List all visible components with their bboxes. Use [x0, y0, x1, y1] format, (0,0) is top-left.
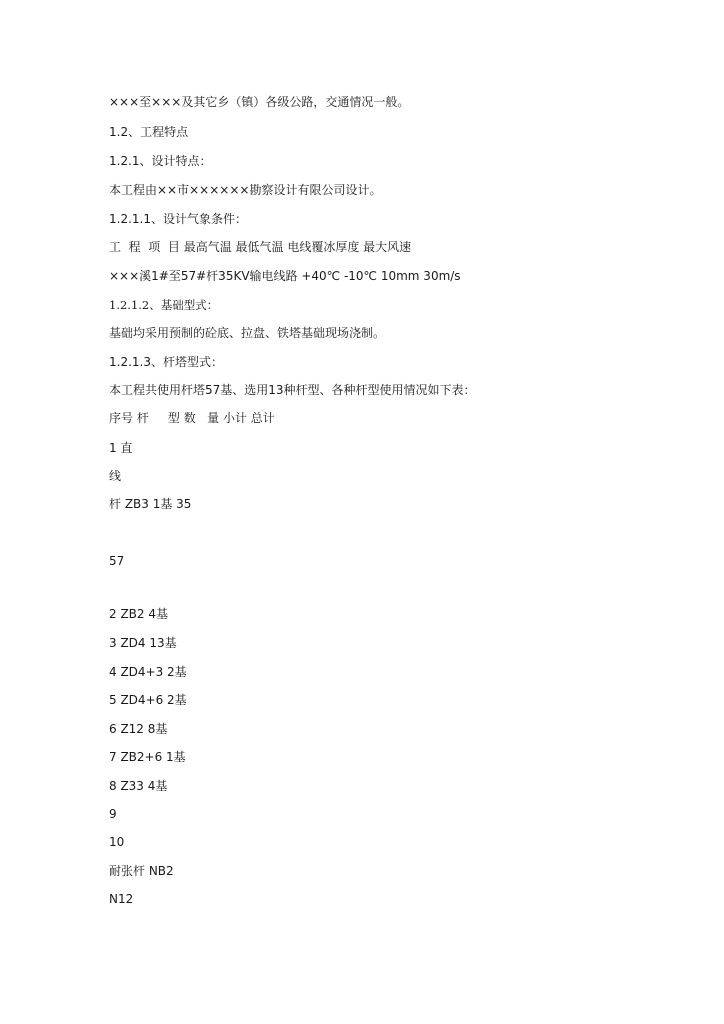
heading-1-2: 1.2、工程特点 — [109, 125, 189, 139]
text-line-foundation: 基础均采用预制的砼底、拉盘、铁塔基础现场浇制。 — [109, 326, 386, 340]
tower-table-header: 序号 杆 型 数 量 小计 总计 — [109, 411, 275, 425]
heading-1-2-1-3: 1.2.1.3、杆塔型式： — [109, 355, 223, 369]
tower-table-row: 2 ZB2 4基 — [109, 607, 168, 621]
tower-table-row: N12 — [109, 892, 134, 906]
tower-table-row: 9 — [109, 807, 117, 821]
text-line-tower-summary: 本工程共使用杆塔57基、选用13种杆型、各种杆型使用情况如下表： — [109, 383, 476, 397]
weather-table-header: 工 程 项 目 最高气温 最低气温 电线覆冰厚度 最大风速 — [109, 240, 412, 254]
tower-table-row: 10 — [109, 835, 125, 849]
heading-1-2-1-2: 1.2.1.2、基础型式： — [109, 298, 219, 312]
tower-table-row: 3 ZD4 13基 — [109, 636, 177, 650]
tower-table-row: 5 ZD4+6 2基 — [109, 693, 187, 707]
tower-table-row: 杆 ZB3 1基 35 — [109, 497, 192, 511]
tower-table-row: 7 ZB2+6 1基 — [109, 750, 186, 764]
heading-1-2-1-1: 1.2.1.1、设计气象条件： — [109, 212, 247, 226]
weather-table-row: ×××溪1#至57#杆35KV输电线路 +40℃ -10℃ 10mm 30m/s — [109, 269, 461, 283]
tower-table-row: 57 — [109, 554, 125, 568]
tower-table-row: 1 直 — [109, 441, 133, 455]
heading-1-2-1: 1.2.1、设计特点： — [109, 154, 212, 168]
text-line-designer: 本工程由××市××××××勘察设计有限公司设计。 — [109, 183, 382, 197]
tower-table-row: 耐张杆 NB2 — [109, 864, 174, 878]
tower-table-row: 6 Z12 8基 — [109, 722, 168, 736]
text-line-road-conditions: ×××至×××及其它乡（镇）各级公路，交通情况一般。 — [109, 95, 410, 109]
tower-table-row: 4 ZD4+3 2基 — [109, 665, 187, 679]
tower-table-row: 8 Z33 4基 — [109, 779, 168, 793]
tower-table-row: 线 — [109, 469, 122, 483]
